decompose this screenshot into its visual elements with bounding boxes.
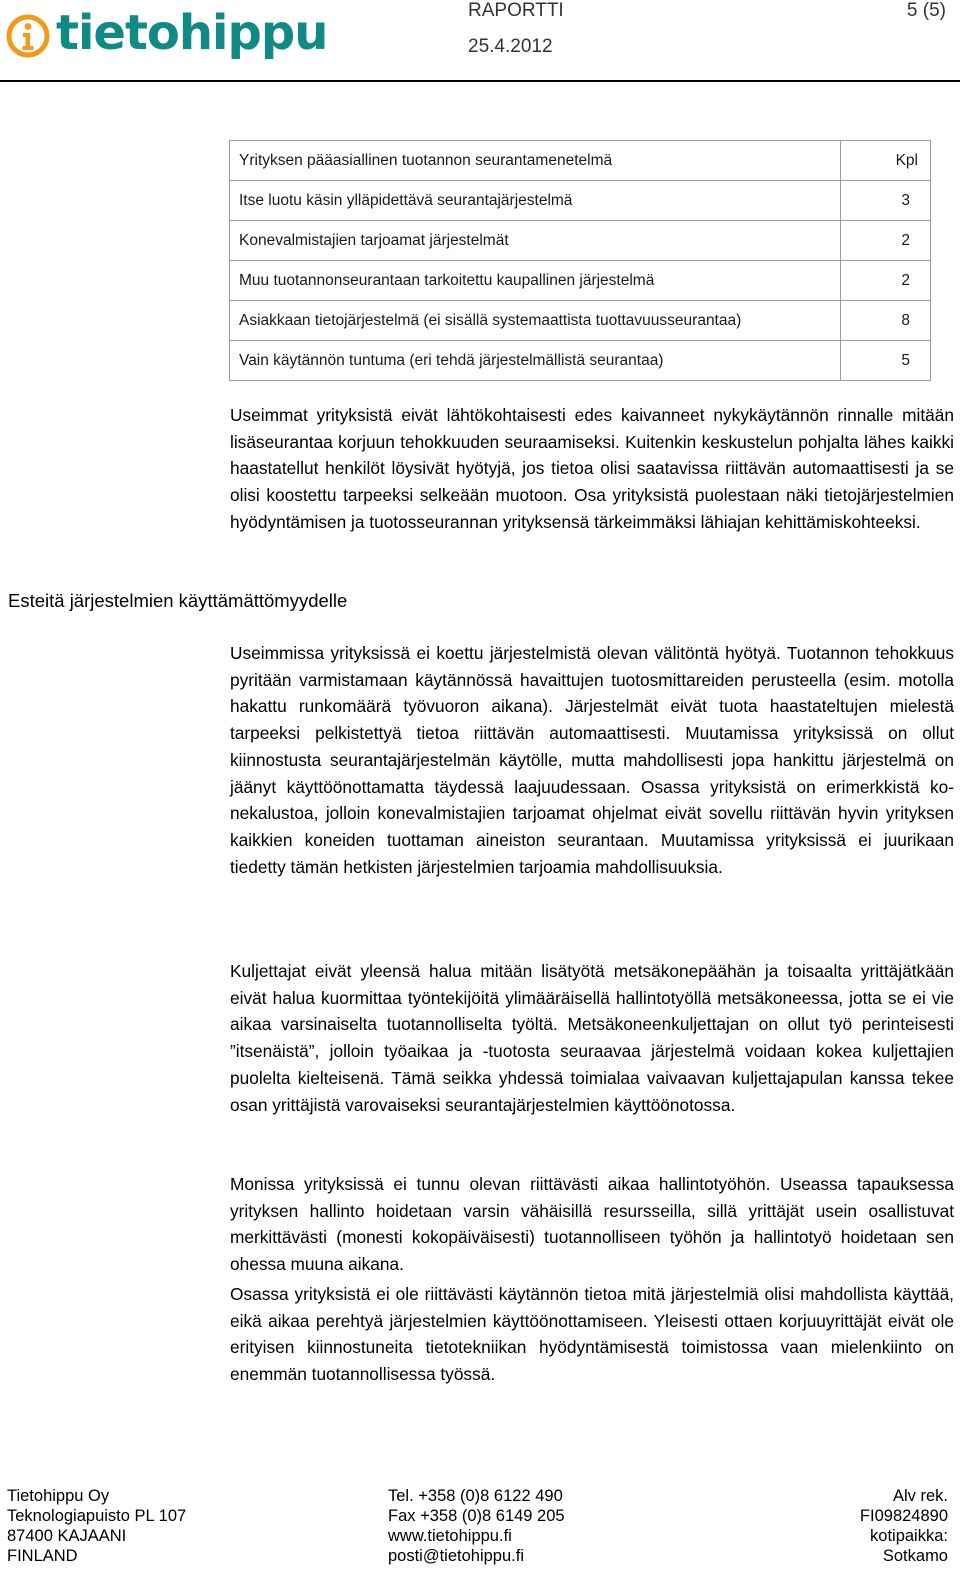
email-link[interactable]: posti@tietohippu.fi <box>388 1547 524 1565</box>
fax: Fax +358 (0)8 6149 205 <box>388 1507 565 1525</box>
count-cell: 2 <box>841 261 931 301</box>
vat-number: FI09824890 <box>859 1507 948 1525</box>
footer-company-address <box>7 1486 186 1566</box>
method-cell: Itse luotu käsin ylläpidettävä seurantajärjestelmä <box>230 181 841 221</box>
page-number: 5 (5) <box>906 0 946 21</box>
footer-registration <box>860 1486 948 1566</box>
document-date: 25.4.2012 <box>468 36 553 57</box>
method-cell: Muu tuotannonseurantaan tarkoitettu kaupallinen järjestelmä <box>230 261 841 301</box>
paragraph: Kuljettajat eivät yleensä halua mitään lisätyötä metsäkonepäähän ja toisaalta yrittäjätkään eivät halua kuormittaa työntekijöitä ylimääräisellä hallintotyöllä metsäkoneessa, jotta se ei vie aikaa varsinaiselta tuotannolliselta työltä. Metsäkoneenkuljettajan on ollut työ perinteisesti ”itsenäistä”, jolloin työaikaa ja -tuotosta seuraavaa järjestelmä voidaan kokea kuljettajien puolelta kielteisenä. Tämä seikka yhdessä toimialaa vaivaavan kuljettajapulan kanssa tekee osan yrittäjistä varovaiseksi seurantajärjestelmien käyttöönotossa. <box>230 961 954 1115</box>
method-cell: Vain käytännön tuntuma (eri tehdä järjestelmällistä seurantaa) <box>230 341 841 381</box>
street-address: Teknologiapuisto PL 107 <box>7 1507 187 1525</box>
document-type: RAPORTTI <box>468 0 564 21</box>
column-header-count: Kpl <box>841 141 931 181</box>
method-cell: Asiakkaan tietojärjestelmä (ei sisällä systemaattista tuottavuusseurantaa) <box>230 301 841 341</box>
paragraph: Monissa yrityksissä ei tunnu olevan riittävästi aikaa hallintotyöhön. Useassa tapauksessa yrityksen hallinto hoidetaan varsin vähäisillä resursseilla, sillä yrittäjät usein osallistuvat merkittävästi (monesti kokopäiväisesti) tuotannolliseen työhön ja hallintotyö hoidetaan sen ohessa muuna aikana. <box>230 1174 954 1275</box>
tietohippu-logo <box>6 5 328 64</box>
telephone: Tel. +358 (0)8 6122 490 <box>388 1487 563 1505</box>
count-cell: 3 <box>841 181 931 221</box>
domicile: Sotkamo <box>882 1547 948 1565</box>
table-row <box>230 301 931 341</box>
company-name: Tietohippu Oy <box>7 1487 110 1505</box>
count-cell: 8 <box>841 301 931 341</box>
header-divider <box>0 80 960 82</box>
column-header-method: Yrityksen pääasiallinen tuotannon seurantamenetelmä <box>230 141 841 181</box>
table-row <box>230 341 931 381</box>
vat-label: Alv rek. <box>892 1487 948 1505</box>
table-header-row <box>230 141 931 181</box>
method-cell: Konevalmistajien tarjoamat järjestelmät <box>230 221 841 261</box>
table-row <box>230 181 931 221</box>
website-link[interactable]: www.tietohippu.fi <box>388 1527 512 1545</box>
section-heading: Esteitä järjestelmien käyttämättömyydelle <box>8 590 348 611</box>
count-cell: 2 <box>841 221 931 261</box>
country: FINLAND <box>7 1547 78 1565</box>
brand-name: tietohippu <box>56 5 328 61</box>
paragraph: Useimmat yrityksistä eivät lähtökohtaisesti edes kaivanneet nykykäytännön rinnalle mitään lisäseurantaa korjuun tehokkuuden seuraamiseksi. Kuitenkin keskustelun pohjalta lähes kaikki haastatellut henkilöt löysivät hyötyjä, jos tietoa olisi saatavissa riittävän automaattisesti ja se olisi koostettu tarpeeksi selkeään muotoon. Osa yrityksistä puolestaan näki tietojärjestelmien hyödyntämisen ja tuotosseurannan yrityksensä tärkeimmäksi lähiajan kehittämiskohteeksi. <box>230 405 954 532</box>
paragraph: Osassa yrityksistä ei ole riittävästi käytännön tietoa mitä järjestelmiä olisi mahdollista käyttää, eikä aikaa perehtyä järjestelmien käyttöönottamiseen. Yleisesti ottaen korjuuyrittäjät eivät ole erityisen kiinnostuneita tietotekniikan hyödyntämisestä toimistossa vaan mielenkiinto on enemmän tuotannollisessa työssä. <box>230 1284 954 1385</box>
footer-contact <box>388 1486 565 1566</box>
count-cell: 5 <box>841 341 931 381</box>
table-row <box>230 261 931 301</box>
postal-address: 87400 KAJAANI <box>7 1527 127 1545</box>
domicile-label: kotipaikka: <box>870 1527 948 1545</box>
paragraph: Useimmissa yrityksissä ei koettu järjestelmistä olevan välitöntä hyötyä. Tuotannon tehokkuus pyritään varmistamaan käytännössä havaittujen tuotosmittareiden perusteella (esim. motolla hakattu runkomäärä työvuoron aikana). Järjestelmät eivät tuota haastateltujen mielestä tarpeeksi pelkistettyä tietoa riittävän automaattisesti. Muutamissa yrityksissä on ollut kiinnostusta seurantajärjestelmän käytölle, mutta mahdollisesti jopa hankittu järjestelmä on jäänyt käyttöönottamatta täydessä laajuudessaan. Osassa yrityksistä on erimerkkistä konekalustoa, jolloin konevalmistajien tarjoamat ohjelmat eivät sovellu riittävän hyvin yrityksen kaikkien koneiden tuottaman aineiston seurantaan. Muutamissa yrityksissä ei juurikaan tiedetty tämän hetkisten järjestelmien tarjoamia mahdollisuuksia. <box>230 643 954 877</box>
monitoring-methods-table <box>229 140 931 381</box>
table-row <box>230 221 931 261</box>
info-i-icon <box>6 14 50 58</box>
